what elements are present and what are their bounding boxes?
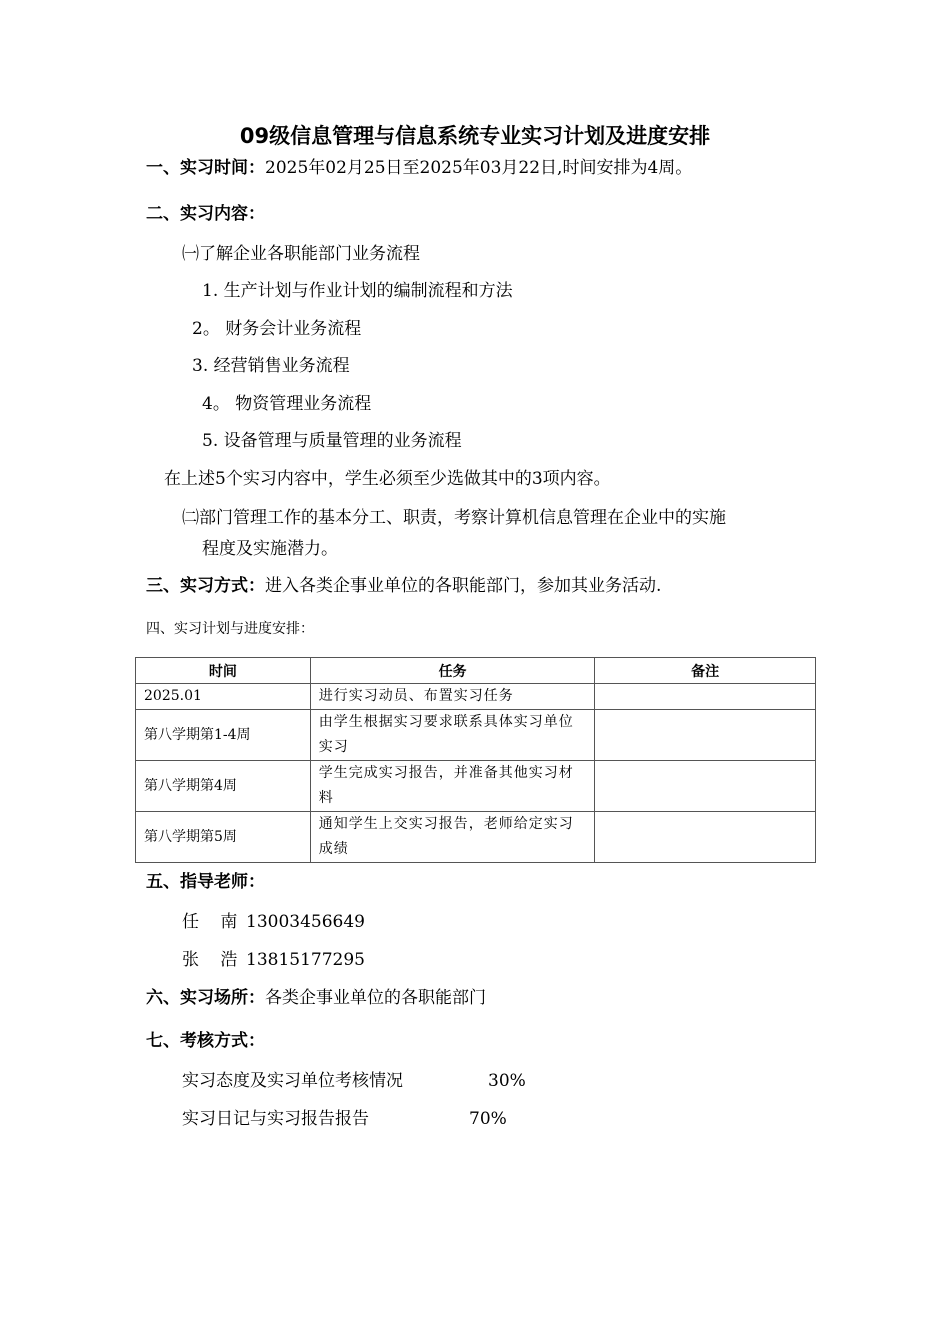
cell-time: 第八学期第1-4周 bbox=[136, 710, 311, 761]
cell-time: 2025.01 bbox=[136, 684, 311, 710]
section-heading: 三、实习方式： bbox=[146, 576, 265, 596]
advisor-name: 任 南 bbox=[182, 912, 246, 932]
assessment-item bbox=[182, 1107, 369, 1131]
cell-note bbox=[595, 684, 816, 710]
advisor-name: 张 浩 bbox=[182, 950, 246, 970]
cell-time: 第八学期第4周 bbox=[136, 761, 311, 812]
section-internship-time bbox=[146, 156, 692, 180]
content-part1-label: ㈠了解企业各职能部门业务流程 bbox=[182, 244, 420, 264]
document-title: 09级信息管理与信息系统专业实习计划及进度安排 bbox=[239, 124, 711, 148]
content-item-1: 1. 生产计划与作业计划的编制流程和方法 bbox=[202, 281, 513, 301]
table-header-row bbox=[136, 658, 816, 684]
table-row bbox=[136, 812, 816, 863]
internship-method-text: 进入各类企事业单位的各职能部门，参加其业务活动. bbox=[265, 576, 662, 596]
content-part2-line2: 程度及实施潜力。 bbox=[202, 539, 338, 559]
section-heading-schedule: 四、实习计划与进度安排： bbox=[146, 621, 314, 637]
section-heading-advisors: 五、指导老师： bbox=[146, 872, 265, 892]
table-row bbox=[136, 684, 816, 710]
section-heading: 六、实习场所： bbox=[146, 988, 265, 1008]
content-item-3: 3. 经营销售业务流程 bbox=[192, 356, 350, 376]
cell-task: 通知学生上交实习报告，老师给定实习成绩 bbox=[310, 812, 595, 863]
internship-location-text: 各类企事业单位的各职能部门 bbox=[265, 988, 486, 1008]
cell-task: 进行实习动员、布置实习任务 bbox=[310, 684, 595, 710]
section-internship-method bbox=[146, 574, 661, 598]
section-heading: 一、实习时间： bbox=[146, 158, 265, 178]
cell-note bbox=[595, 761, 816, 812]
section-heading-content: 二、实习内容： bbox=[146, 204, 265, 224]
cell-task: 由学生根据实习要求联系具体实习单位实习 bbox=[310, 710, 595, 761]
advisor-phone: 13815177295 bbox=[246, 950, 365, 970]
assessment-label: 实习日记与实习报告报告 bbox=[182, 1109, 369, 1129]
advisor-entry bbox=[182, 910, 365, 934]
content-item-5: 5. 设备管理与质量管理的业务流程 bbox=[202, 431, 462, 451]
column-header-note: 备注 bbox=[595, 658, 816, 684]
section-internship-location bbox=[146, 986, 486, 1010]
section-heading-assessment: 七、考核方式： bbox=[146, 1031, 265, 1051]
advisor-phone: 13003456649 bbox=[246, 912, 365, 932]
assessment-item bbox=[182, 1069, 403, 1093]
column-header-task: 任务 bbox=[310, 658, 595, 684]
cell-note bbox=[595, 710, 816, 761]
assessment-label: 实习态度及实习单位考核情况 bbox=[182, 1071, 403, 1091]
content-item-4: 4。 物资管理业务流程 bbox=[202, 394, 372, 414]
table-row bbox=[136, 710, 816, 761]
assessment-weight: 30% bbox=[488, 1071, 526, 1091]
cell-note bbox=[595, 812, 816, 863]
internship-time-text: 2025年02月25日至2025年03月22日,时间安排为4周。 bbox=[265, 158, 693, 178]
column-header-time: 时间 bbox=[136, 658, 311, 684]
assessment-weight: 70% bbox=[469, 1109, 507, 1129]
cell-time: 第八学期第5周 bbox=[136, 812, 311, 863]
cell-task: 学生完成实习报告，并准备其他实习材料 bbox=[310, 761, 595, 812]
schedule-table bbox=[135, 657, 816, 863]
content-part2-line1: ㈡部门管理工作的基本分工、职责，考察计算机信息管理在企业中的实施 bbox=[182, 508, 726, 528]
advisor-entry bbox=[182, 948, 365, 972]
table-row bbox=[136, 761, 816, 812]
content-item-2: 2。 财务会计业务流程 bbox=[192, 319, 362, 339]
content-selection-note: 在上述5个实习内容中，学生必须至少选做其中的3项内容。 bbox=[164, 469, 611, 489]
